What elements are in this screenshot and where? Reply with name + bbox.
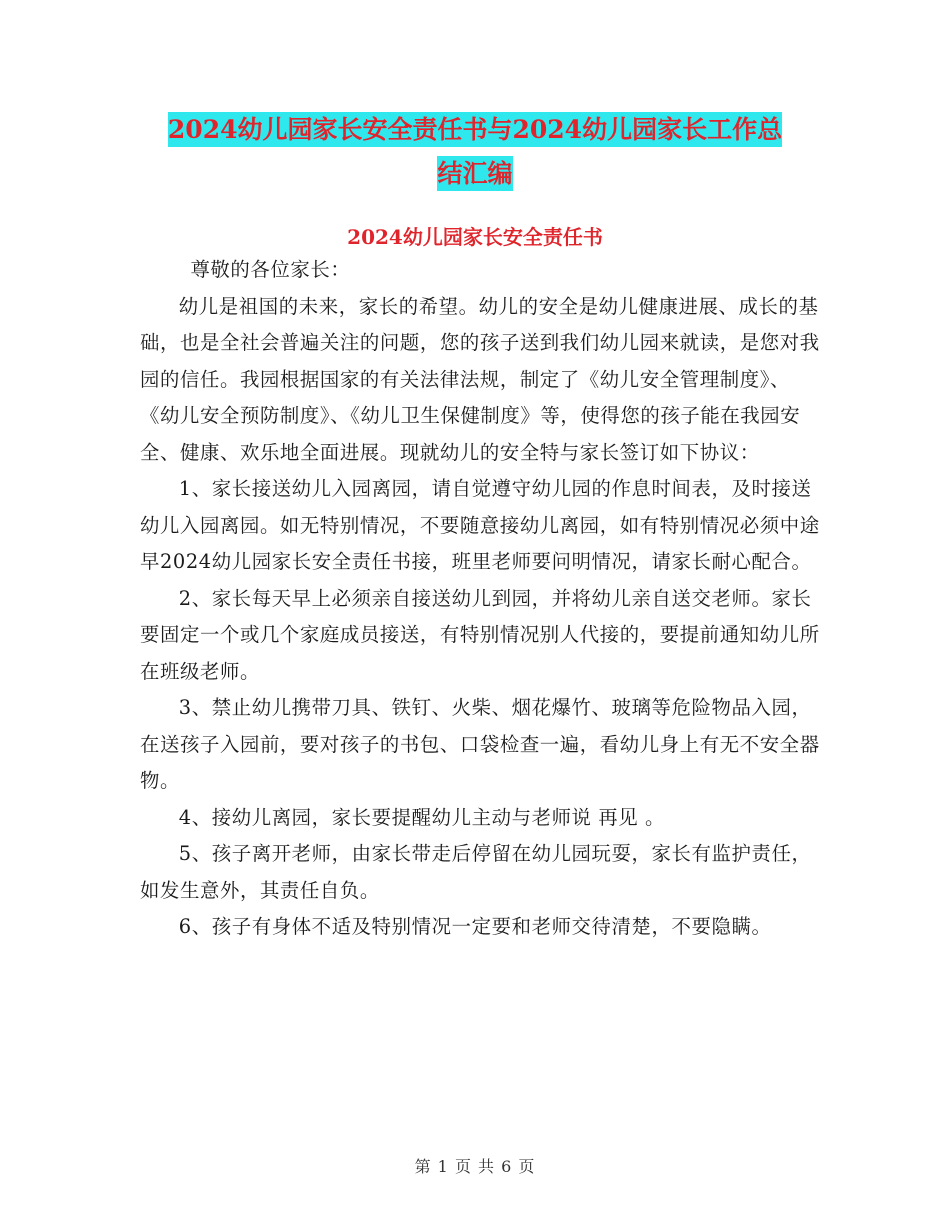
greeting-paragraph: 尊敬的各位家长： (190, 258, 351, 281)
document-title-line-1 (0, 114, 950, 146)
title-highlight-2: 结汇编 (437, 156, 512, 191)
section-title: 2024幼儿园家长安全责任书 (347, 225, 603, 249)
clause-3-paragraph: 3、禁止幼儿携带刀具、铁钉、火柴、烟花爆竹、玻璃等危险物品入园，在送孩子入园前，要对孩子的书包、口袋检查一遍，看幼儿身上有无不安全器物。 (140, 696, 820, 792)
clause-4-paragraph: 4、接幼儿离园，家长要提醒幼儿主动与老师说 再见 。 (178, 805, 666, 829)
clause-2-paragraph: 2、家长每天早上必须亲自接送幼儿到园，并将幼儿亲自送交老师。家长要固定一个或几个家庭成员接送，有特别情况别人代接的，要提前通知幼儿所在班级老师。 (140, 586, 820, 683)
document-body (140, 252, 820, 946)
clause-1-paragraph: 1、家长接送幼儿入园离园，请自觉遵守幼儿园的作息时间表，及时接送幼儿入园离园。如无特别情况，不要随意接幼儿离园，如有特别情况必须中途早2024幼儿园家长安全责任书接，班里老师要问明情况，请家长耐心配合。 (140, 477, 820, 573)
clause-5-paragraph: 5、孩子离开老师，由家长带走后停留在幼儿园玩耍，家长有监护责任，如发生意外，其责任自负。 (140, 842, 812, 902)
document-title-line-2 (0, 158, 950, 190)
clause-6-paragraph: 6、孩子有身体不适及特别情况一定要和老师交待清楚，不要隐瞒。 (178, 915, 772, 938)
title-highlight-1: 2024幼儿园家长安全责任书与2024幼儿园家长工作总 (168, 112, 782, 147)
page-footer: 第 1 页 共 6 页 (414, 1157, 536, 1176)
intro-paragraph: 幼儿是祖国的未来，家长的希望。幼儿的安全是幼儿健康进展、成长的基础，也是全社会普遍关注的问题，您的孩子送到我们幼儿园来就读，是您对我园的信任。我园根据国家的有关法律法规，制定了《幼儿安全管理制度》、《幼儿安全预防制度》、《幼儿卫生保健制度》等，使得您的孩子能在我园安全、健康、欢乐地全面进展。现就幼儿的安全特与家长签订如下协议： (140, 294, 820, 464)
